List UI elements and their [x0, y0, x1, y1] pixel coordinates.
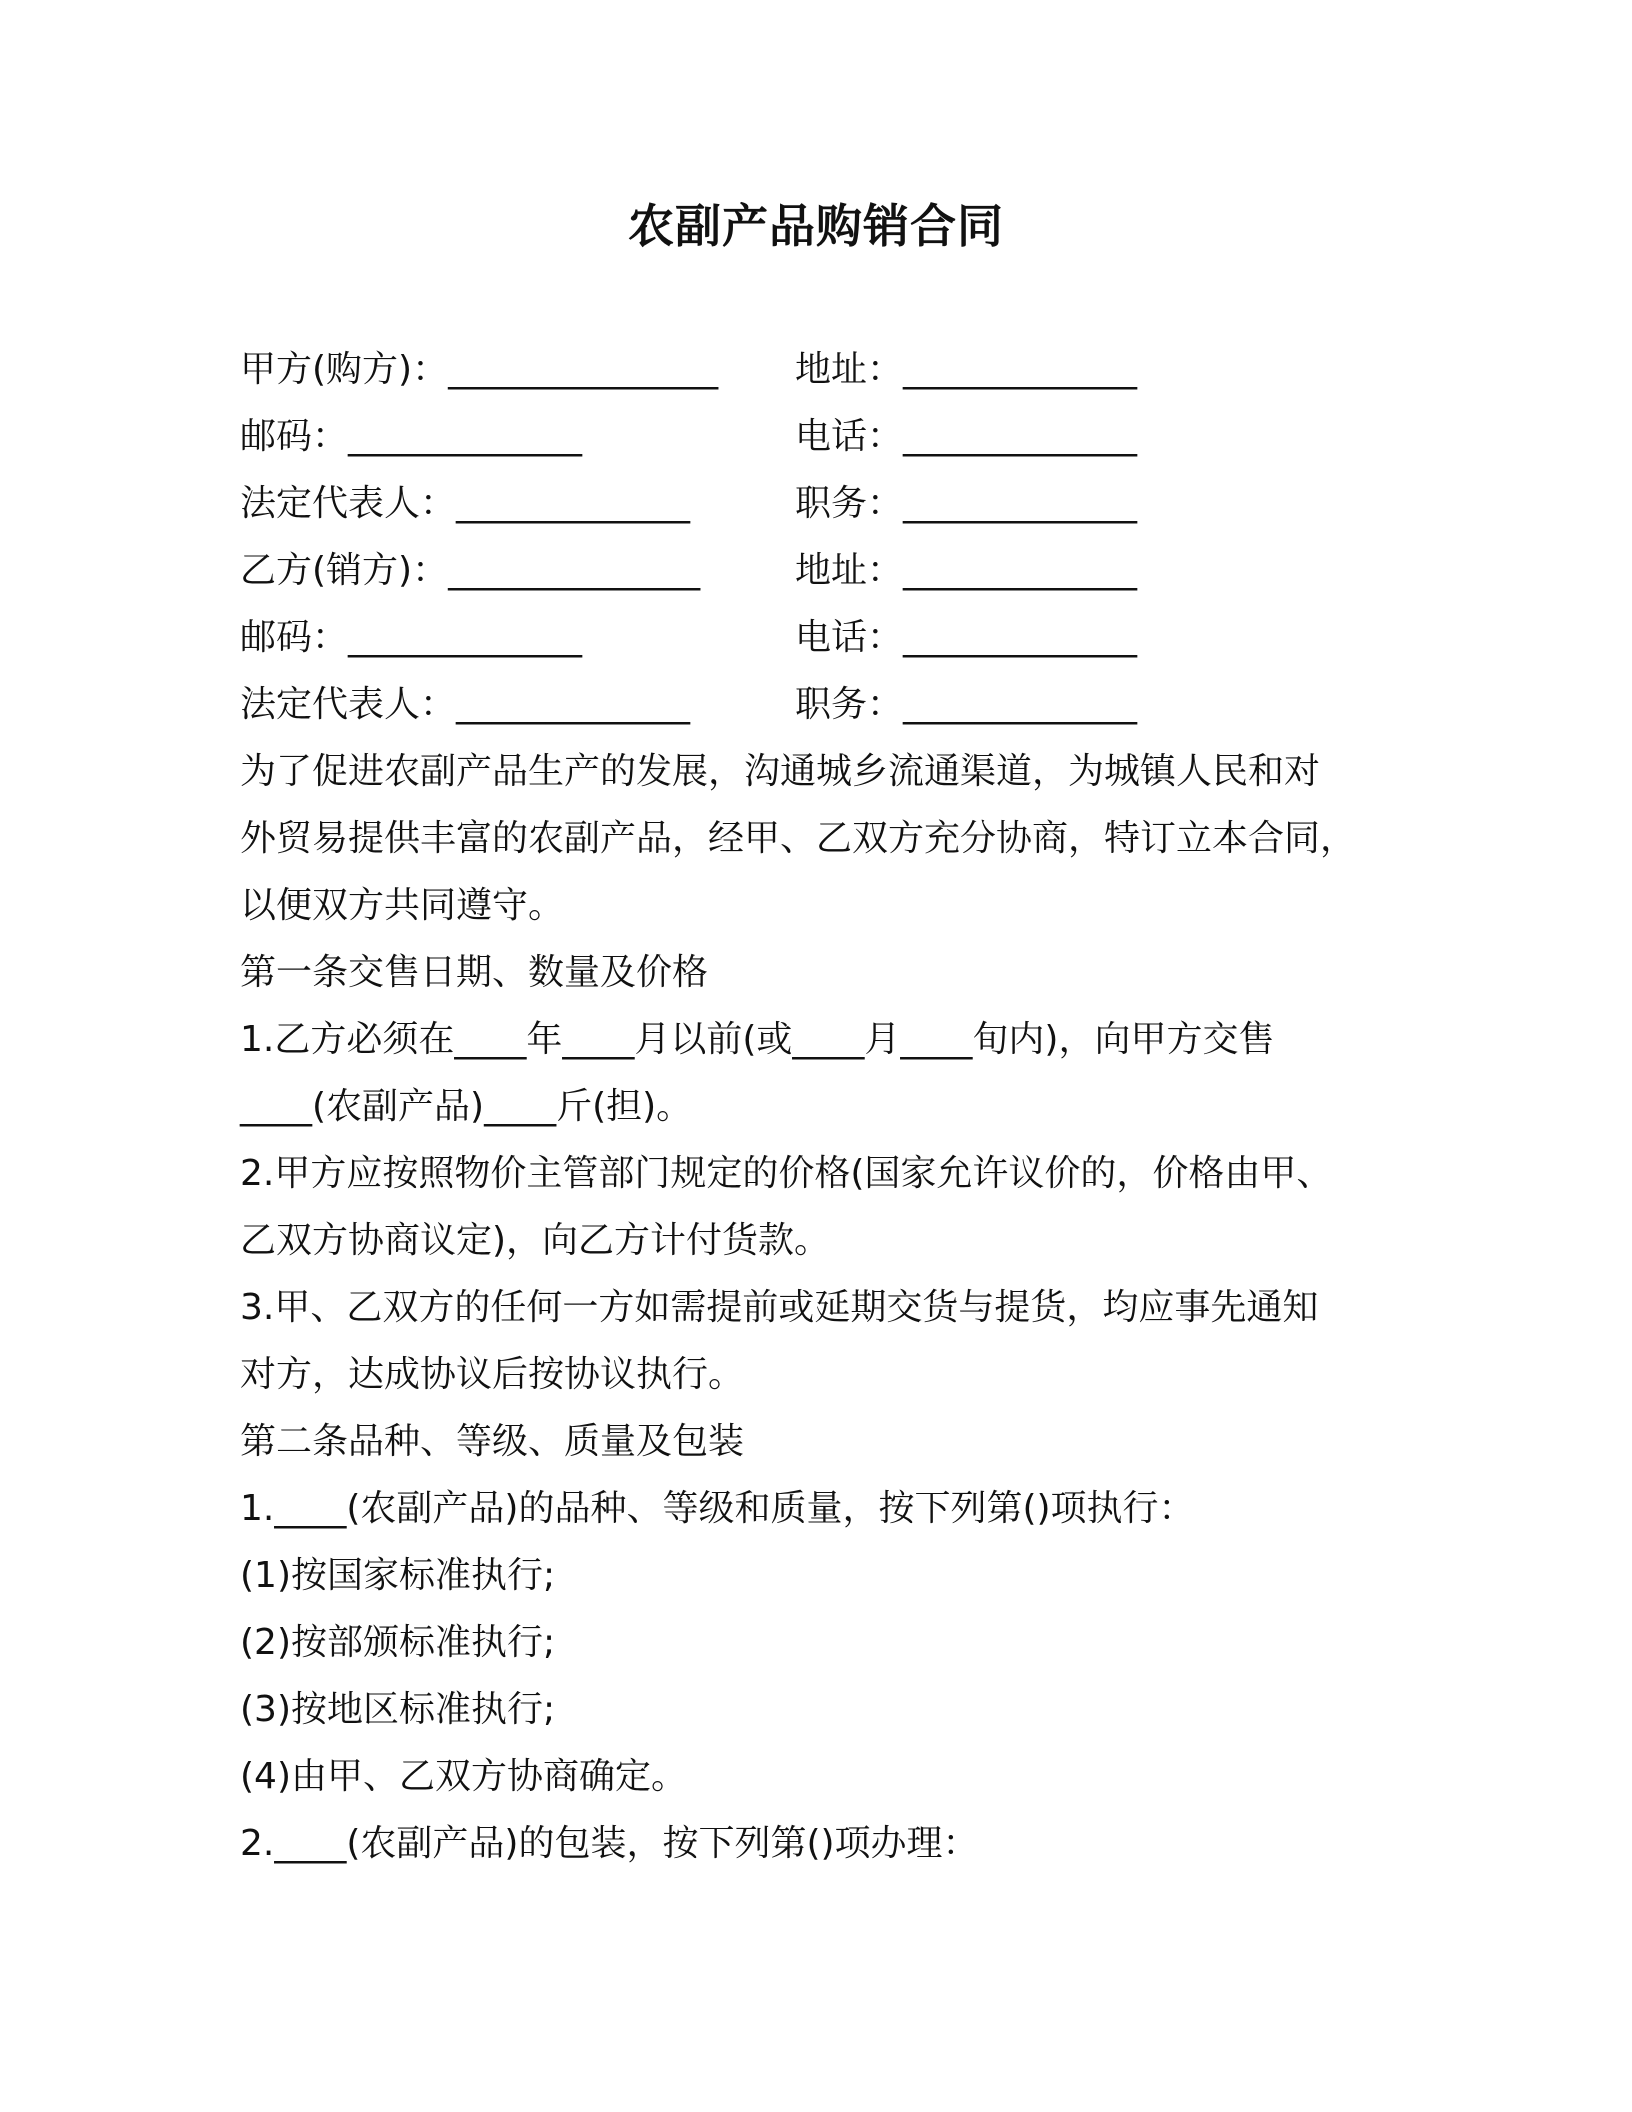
article-1-clause-line: 对方，达成协议后按协议执行。 [240, 1354, 745, 1395]
party-row [240, 604, 1390, 671]
party-b-postcode-field: 邮码：_____________ [240, 617, 583, 658]
party-b-legal-rep-field: 法定代表人：_____________ [240, 684, 691, 725]
preamble-line: 外贸易提供丰富的农副产品，经甲、乙双方充分协商，特订立本合同， [240, 818, 1357, 859]
document-body [240, 336, 1390, 1877]
article-1-clause-line: 乙双方协商议定)，向乙方计付货款。 [240, 1220, 831, 1261]
article-2-option-line: (2)按部颁标准执行; [240, 1622, 556, 1663]
party-b-phone-field: 电话：_____________ [795, 617, 1138, 658]
article-2-option-line: (4)由甲、乙双方协商确定。 [240, 1756, 687, 1797]
article-2-option-line: (1)按国家标准执行; [240, 1555, 556, 1596]
party-a-buyer-field: 甲方(购方)：_______________ [240, 349, 719, 390]
party-b-seller-field: 乙方(销方)：______________ [240, 550, 701, 591]
article-2-clause-line: 1.____(农副产品)的品种、等级和质量，按下列第()项执行： [240, 1488, 1195, 1529]
party-a-address-field: 地址：_____________ [795, 349, 1138, 390]
article-2-option-line: (3)按地区标准执行; [240, 1689, 556, 1730]
party-b-address-field: 地址：_____________ [795, 550, 1138, 591]
party-b-position-field: 职务：_____________ [795, 684, 1138, 725]
article-1-clause-line: 3.甲、乙双方的任何一方如需提前或延期交货与提货，均应事先通知 [240, 1287, 1319, 1328]
party-row [240, 470, 1390, 537]
article-2-heading: 第二条品种、等级、质量及包装 [240, 1421, 745, 1462]
party-a-postcode-field: 邮码：_____________ [240, 416, 583, 457]
document-title: 农副产品购销合同 [628, 199, 1004, 253]
preamble-line: 以便双方共同遵守。 [240, 885, 565, 926]
party-a-phone-field: 电话：_____________ [795, 416, 1138, 457]
party-a-position-field: 职务：_____________ [795, 483, 1138, 524]
preamble-line: 为了促进农副产品生产的发展，沟通城乡流通渠道，为城镇人民和对 [240, 751, 1321, 792]
article-1-heading: 第一条交售日期、数量及价格 [240, 952, 709, 993]
party-row [240, 671, 1390, 738]
party-row [240, 403, 1390, 470]
party-row [240, 537, 1390, 604]
article-1-clause-line: ____(农副产品)____斤(担)。 [240, 1086, 693, 1127]
article-1-clause-line: 2.甲方应按照物价主管部门规定的价格(国家允许议价的，价格由甲、 [240, 1153, 1333, 1194]
party-a-legal-rep-field: 法定代表人：_____________ [240, 483, 691, 524]
party-row [240, 336, 1390, 403]
article-2-clause-line: 2.____(农副产品)的包装，按下列第()项办理： [240, 1823, 979, 1864]
article-1-clause-line: 1.乙方必须在____年____月以前(或____月____旬内)，向甲方交售 [240, 1019, 1275, 1060]
